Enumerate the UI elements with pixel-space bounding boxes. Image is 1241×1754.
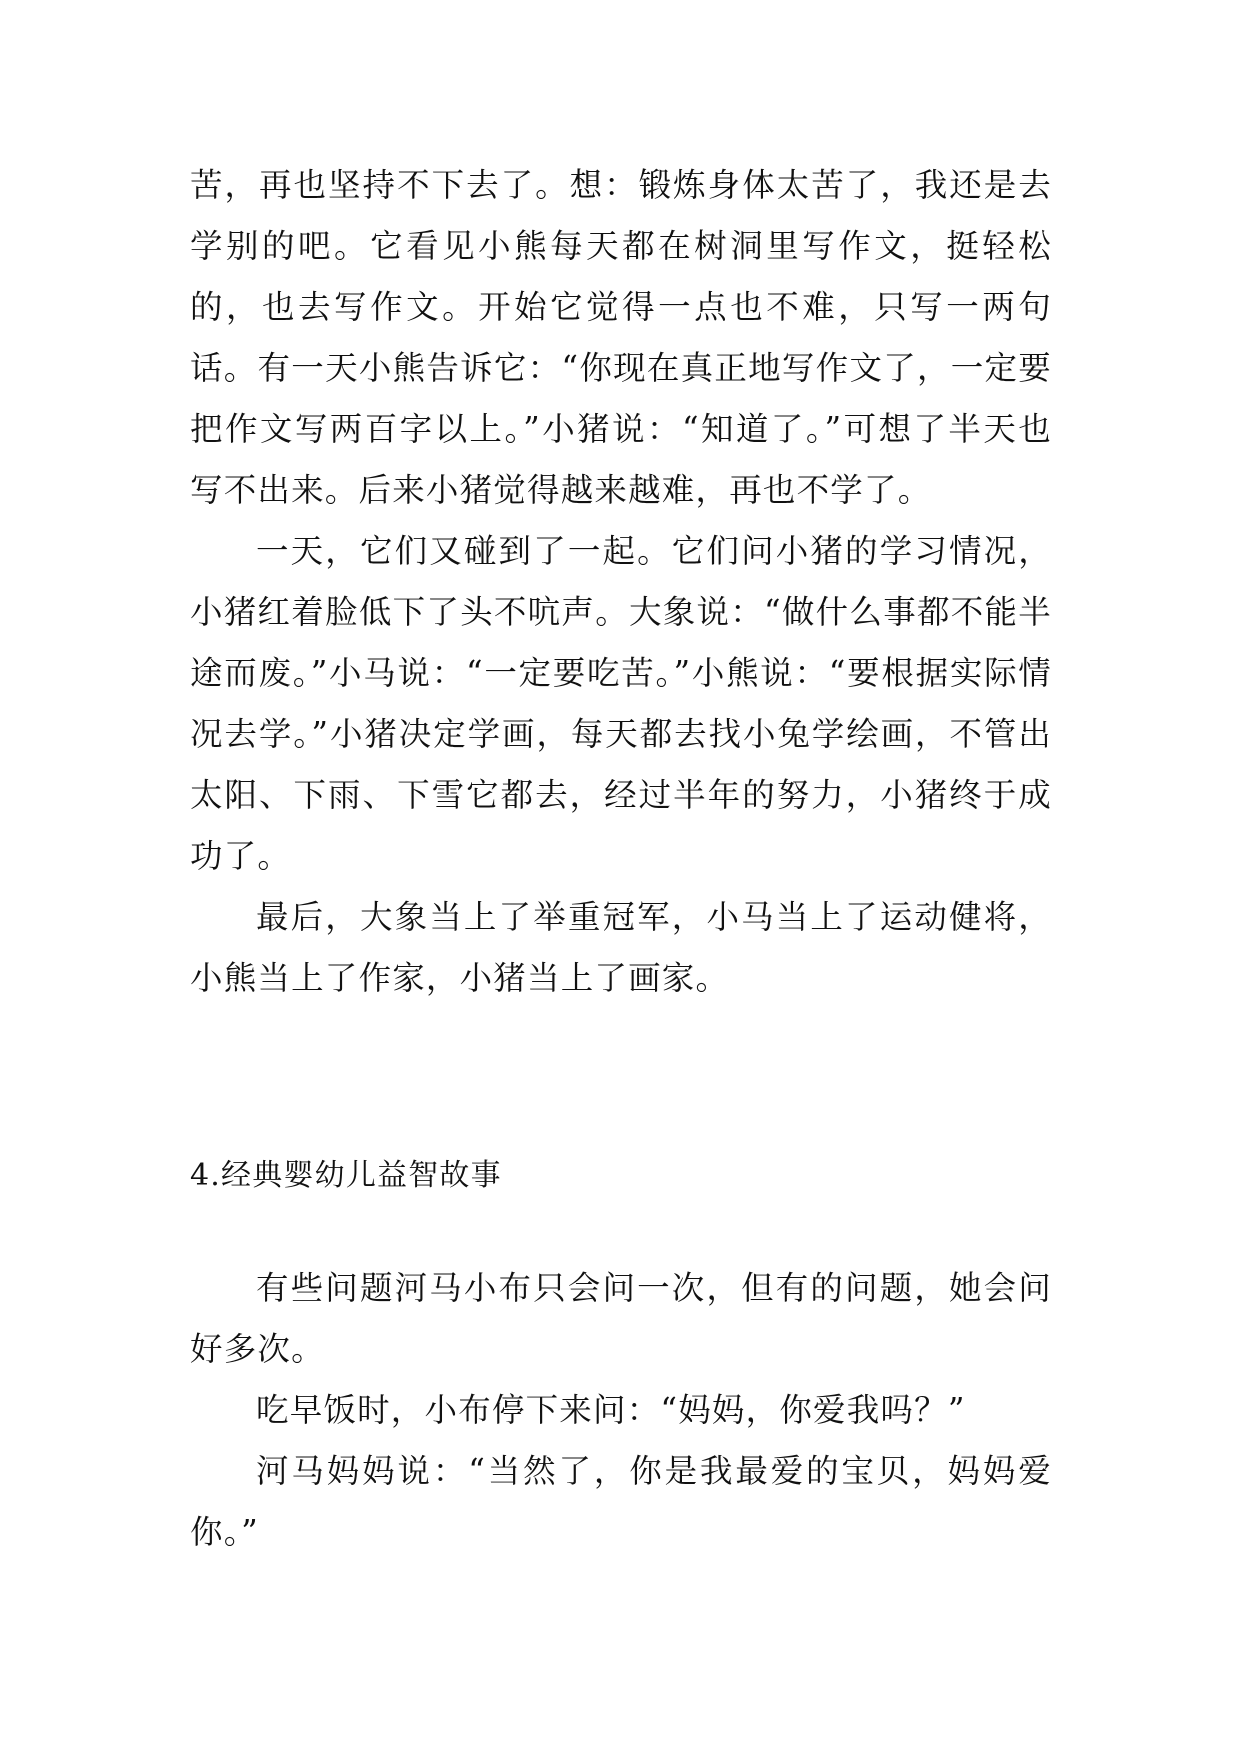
story-continued-body bbox=[190, 155, 1052, 1009]
story-paragraph: 有些问题河马小布只会问一次，但有的问题，她会问好多次。 bbox=[190, 1269, 1052, 1368]
section-heading: 4.经典婴幼儿益智故事 bbox=[190, 1158, 502, 1193]
story-paragraph: 苦，再也坚持不下去了。想：锻炼身体太苦了，我还是去学别的吧。它看见小熊每天都在树洞里写作文，挺轻松的，也去写作文。开始它觉得一点也不难，只写一两句话。有一天小熊告诉它：“你现在真正地写作文了，一定要把作文写两百字以上。”小猪说：“知道了。”可想了半天也写不出来。后来小猪觉得越来越难，再也不学了。 bbox=[190, 166, 1052, 509]
story-paragraph: 河马妈妈说：“当然了，你是我最爱的宝贝，妈妈爱你。” bbox=[190, 1452, 1052, 1551]
story-paragraph: 最后，大象当上了举重冠军，小马当上了运动健将，小熊当上了作家，小猪当上了画家。 bbox=[190, 898, 1052, 997]
story-paragraph: 一天，它们又碰到了一起。它们问小猪的学习情况，小猪红着脸低下了头不吭声。大象说：“做什么事都不能半途而废。”小马说：“一定要吃苦。”小熊说：“要根据实际情况去学。”小猪决定学画，每天都去找小兔学绘画，不管出太阳、下雨、下雪它都去，经过半年的努力，小猪终于成功了。 bbox=[190, 532, 1052, 875]
section-4-body bbox=[190, 1258, 1052, 1563]
story-paragraph: 吃早饭时，小布停下来问：“妈妈，你爱我吗？” bbox=[256, 1391, 966, 1429]
